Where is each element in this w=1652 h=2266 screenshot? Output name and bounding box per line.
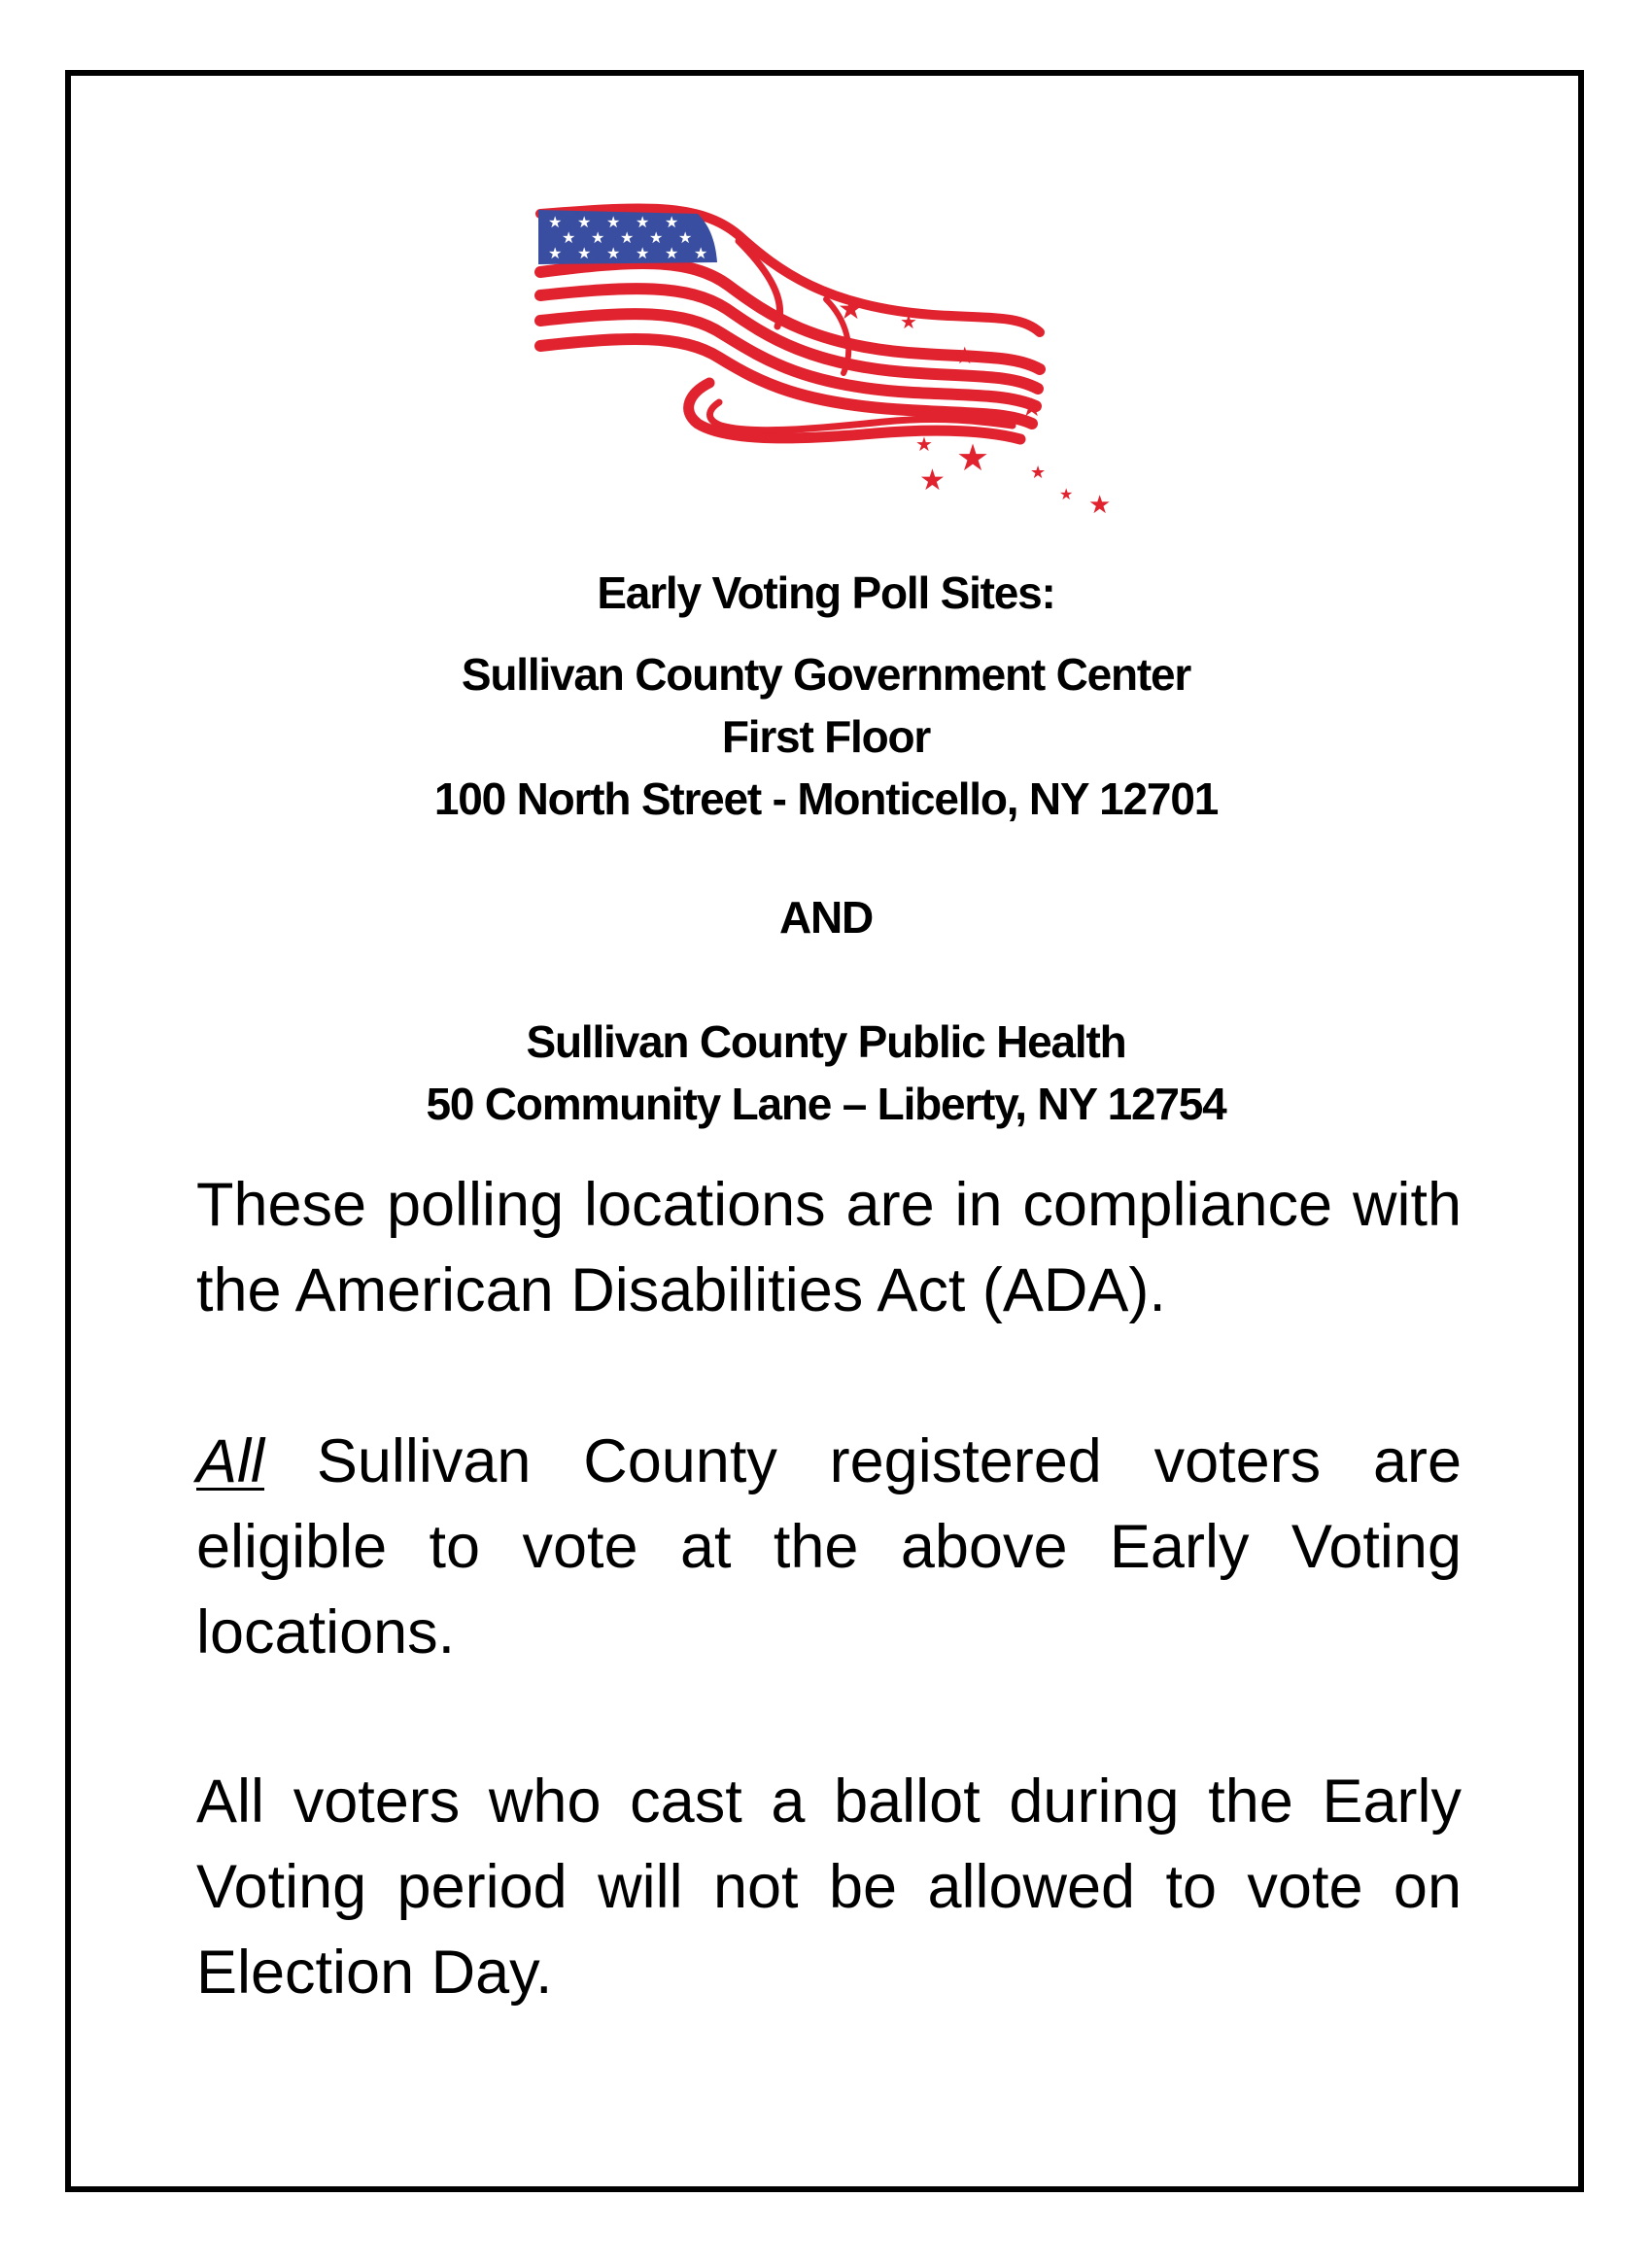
svg-text:★: ★ (900, 310, 917, 333)
svg-text:★: ★ (1059, 485, 1074, 503)
svg-text:★: ★ (694, 244, 708, 262)
compliance-paragraph: These polling locations are in compliance with the American Disabilities Act (ADA). (196, 1171, 1462, 1324)
connector (0, 886, 1652, 948)
restriction-paragraph: All voters who cast a ballot during the Early Voting period will not be allowed to vote on Election Day. (196, 1768, 1462, 2007)
connector-text: AND (778, 892, 874, 943)
section-title (0, 562, 1652, 624)
page-title: Early Voting Poll Sites: (597, 567, 1055, 618)
eligibility-text: Sullivan County registered voters are eligible to vote at the above Early Voting locations. (196, 1427, 1462, 1666)
svg-text:★: ★ (636, 213, 650, 231)
svg-text:★: ★ (577, 244, 592, 262)
poll-site-2 (0, 1011, 1652, 1135)
svg-text:★: ★ (548, 244, 563, 262)
svg-text:★: ★ (562, 228, 576, 247)
svg-text:★: ★ (1020, 394, 1044, 423)
svg-text:★: ★ (919, 464, 946, 498)
svg-text:★: ★ (636, 244, 650, 262)
svg-text:★: ★ (577, 213, 592, 231)
site-name: Sullivan County Public Health (526, 1016, 1126, 1067)
svg-text:★: ★ (649, 228, 664, 247)
american-flag-icon (534, 202, 1137, 523)
svg-text:★: ★ (956, 436, 990, 479)
svg-text:★: ★ (665, 213, 679, 231)
eligibility-paragraph (196, 1419, 1462, 1675)
site-detail: First Floor (721, 711, 931, 762)
svg-text:★: ★ (548, 213, 563, 231)
site-address: 100 North Street - Monticello, NY 12701 (433, 773, 1219, 824)
svg-text:★: ★ (1030, 463, 1047, 483)
emphasis-text: All (196, 1427, 265, 1495)
svg-text:★: ★ (591, 228, 605, 247)
svg-text:★: ★ (954, 342, 976, 369)
svg-text:★: ★ (678, 228, 693, 247)
site-address: 50 Community Lane – Liberty, NY 12754 (426, 1079, 1226, 1129)
site-name: Sullivan County Government Center (461, 649, 1191, 700)
svg-text:★: ★ (1088, 491, 1112, 520)
svg-text:★: ★ (606, 213, 621, 231)
svg-text:★: ★ (620, 228, 635, 247)
svg-text:★: ★ (838, 292, 864, 326)
poll-site-1 (0, 643, 1652, 830)
svg-text:★: ★ (606, 244, 621, 262)
svg-text:★: ★ (915, 432, 933, 456)
svg-text:★: ★ (665, 244, 679, 262)
